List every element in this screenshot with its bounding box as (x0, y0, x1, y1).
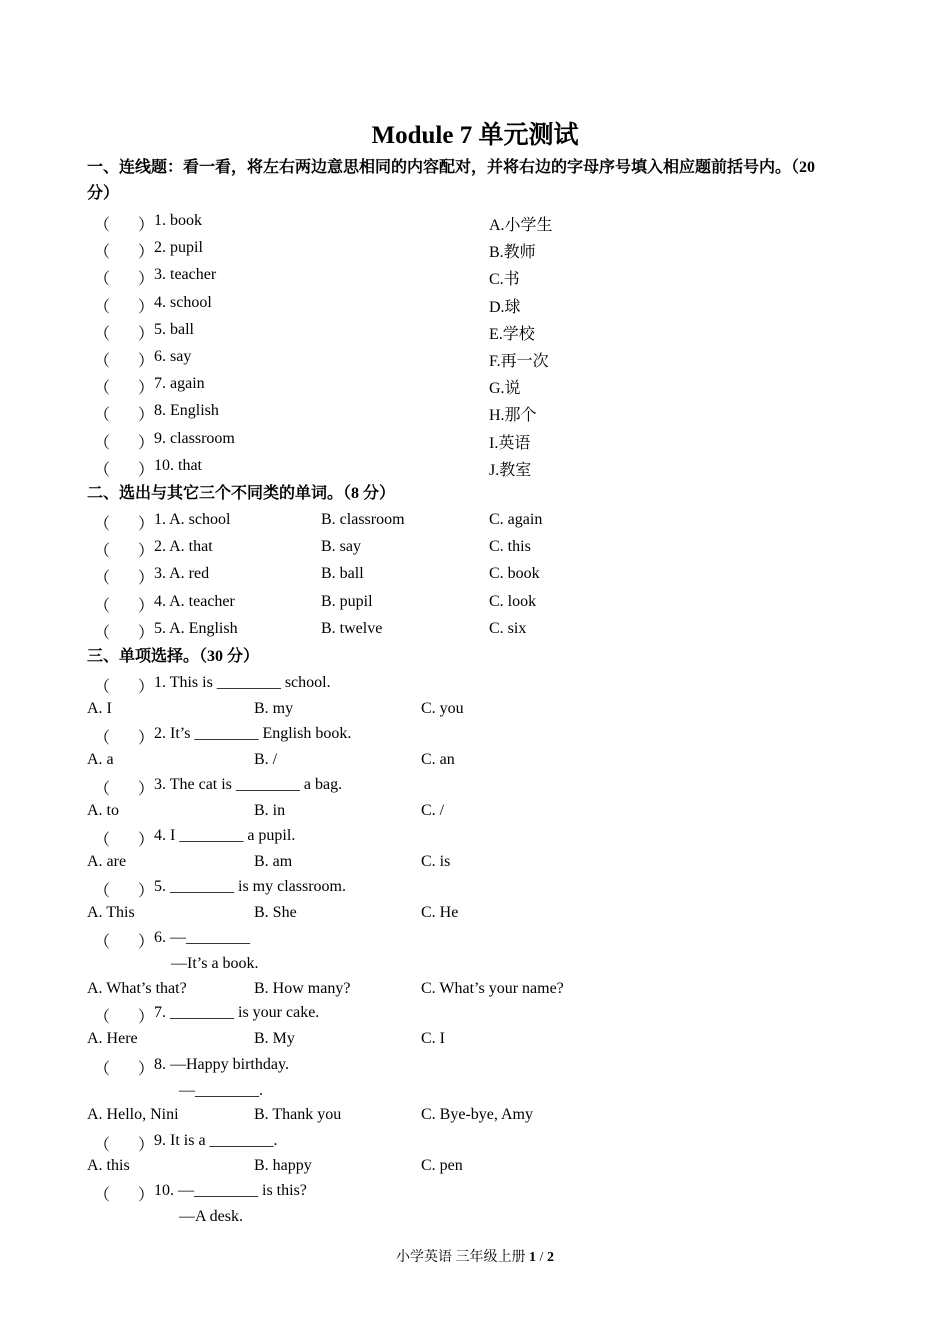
answer-paren-open: （ (94, 570, 111, 588)
option-a: A. to (87, 802, 119, 819)
option-b: B. say (321, 538, 361, 556)
question-row (0, 878, 950, 900)
question-row (0, 1132, 950, 1154)
match-right-option: C.书 (489, 271, 520, 289)
section2-heading: 二、选出与其它三个不同类的单词。（8 分） (87, 485, 396, 502)
odd-one-out-row (0, 593, 950, 615)
option-c: C. six (489, 619, 527, 637)
option-c: C. Bye-bye, Amy (421, 1106, 533, 1123)
answer-paren-close: ） (138, 934, 155, 951)
match-left-word: 9. classroom (154, 429, 235, 447)
question-text: 5. ________ is my classroom. (154, 878, 346, 895)
page-footer (0, 1246, 950, 1266)
answer-paren-close: ） (138, 543, 155, 561)
odd-one-out-row (0, 620, 950, 642)
option-a: A. Hello, Nini (87, 1106, 179, 1123)
answer-paren-close: ） (138, 353, 155, 370)
option-b: B. my (254, 700, 294, 717)
answer-paren-open: （ (94, 543, 111, 561)
answer-paren-close: ） (138, 570, 155, 588)
answer-paren-close: ） (138, 516, 155, 533)
question-row (0, 725, 950, 747)
option-b: B. in (254, 802, 286, 819)
match-left-word: 7. again (154, 375, 205, 393)
option-c: C. look (489, 592, 537, 610)
match-row (0, 457, 950, 479)
answer-paren-close: ） (138, 217, 155, 234)
option-a: A. I (87, 700, 112, 717)
option-c: C. again (489, 511, 543, 528)
options-row (0, 802, 950, 824)
answer-paren-open: （ (94, 434, 111, 452)
section1-heading-line2: 分） (87, 185, 120, 202)
question-text: 3. The cat is ________ a bag. (154, 776, 343, 793)
answer-paren-open: （ (94, 407, 111, 425)
options-row (0, 751, 950, 773)
section3-heading: 三、单项选择。（30 分） (87, 648, 260, 665)
answer-paren-open: （ (94, 832, 111, 849)
option-c: C. this (489, 538, 531, 556)
match-row (0, 212, 950, 234)
answer-paren-close: ） (138, 883, 155, 900)
match-left-word: 1. book (154, 212, 202, 229)
answer-paren-close: ） (138, 407, 155, 425)
answer-paren-close: ） (138, 461, 155, 479)
dialogue-reply-row (0, 1208, 950, 1230)
answer-paren-close: ） (138, 1009, 155, 1026)
option-b: B. / (254, 751, 278, 768)
question-row (0, 1056, 950, 1078)
answer-paren-close: ） (138, 832, 155, 849)
dialogue-reply-row (0, 955, 950, 977)
answer-paren-open: （ (94, 325, 111, 343)
option-c: C. you (421, 700, 464, 717)
answer-paren-open: （ (94, 244, 111, 262)
answer-paren-close: ） (138, 271, 155, 289)
match-row (0, 402, 950, 424)
answer-paren-close: ） (138, 434, 155, 452)
question-text: 9. It is a ________. (154, 1132, 278, 1149)
answer-paren-close: ） (138, 730, 155, 747)
option-a: 4. A. teacher (154, 592, 235, 610)
question-text: 7. ________ is your cake. (154, 1004, 320, 1021)
answer-paren-open: （ (94, 461, 111, 479)
option-a: A. This (87, 904, 135, 921)
match-right-option: G.说 (489, 380, 521, 398)
match-left-word: 5. ball (154, 320, 194, 338)
question-text: 2. It’s ________ English book. (154, 725, 352, 742)
answer-paren-open: （ (94, 271, 111, 289)
answer-paren-open: （ (94, 1061, 111, 1078)
answer-paren-open: （ (94, 516, 111, 533)
option-c: C. What’s your name? (421, 980, 564, 997)
options-row (0, 904, 950, 926)
option-b: B. Thank you (254, 1106, 342, 1123)
page-title: Module 7 单元测试 (371, 122, 579, 149)
question-text: 4. I ________ a pupil. (154, 827, 296, 844)
option-c: C. is (421, 853, 451, 870)
answer-paren-open: （ (94, 730, 111, 747)
answer-paren-open: （ (94, 1187, 111, 1204)
option-a: A. this (87, 1157, 130, 1174)
option-a: 5. A. English (154, 619, 238, 637)
option-a: 1. A. school (154, 511, 231, 528)
match-left-word: 4. school (154, 293, 212, 311)
match-row (0, 321, 950, 343)
answer-paren-open: （ (94, 1009, 111, 1026)
question-row (0, 827, 950, 849)
option-a: A. a (87, 751, 114, 768)
option-c: C. book (489, 565, 540, 583)
option-a: 2. A. that (154, 538, 213, 556)
dialogue-reply: —________. (179, 1082, 263, 1099)
section1-heading-line1: 一、连线题：看一看，将左右两边意思相同的内容配对，并将右边的字母序号填入相应题前括号内。（20 (87, 159, 816, 176)
answer-paren-close: ） (138, 380, 155, 398)
option-c: C. / (421, 802, 445, 819)
answer-paren-close: ） (138, 1137, 155, 1154)
option-b: B. pupil (321, 592, 373, 610)
answer-paren-close: ） (138, 298, 155, 316)
answer-paren-open: （ (94, 298, 111, 316)
answer-paren-close: ） (138, 244, 155, 262)
question-text: 6. —________ (154, 929, 250, 946)
question-text: 10. —________ is this? (154, 1182, 307, 1199)
answer-paren-open: （ (94, 679, 111, 696)
footer-sep: / (536, 1250, 547, 1265)
answer-paren-open: （ (94, 597, 111, 615)
options-row (0, 1157, 950, 1179)
option-b: B. happy (254, 1157, 312, 1174)
match-right-option: I.英语 (489, 434, 531, 452)
option-b: B. How many? (254, 980, 351, 997)
answer-paren-open: （ (94, 883, 111, 900)
answer-paren-close: ） (138, 1187, 155, 1204)
answer-paren-close: ） (138, 1061, 155, 1078)
question-row (0, 674, 950, 696)
options-row (0, 700, 950, 722)
options-row (0, 980, 950, 1002)
answer-paren-close: ） (138, 325, 155, 343)
option-c: C. He (421, 904, 459, 921)
match-right-option: E.学校 (489, 325, 535, 343)
match-row (0, 375, 950, 397)
question-row (0, 776, 950, 798)
dialogue-reply-row (0, 1082, 950, 1104)
answer-paren-open: （ (94, 781, 111, 798)
option-b: B. twelve (321, 619, 383, 637)
option-a: A. What’s that? (87, 980, 187, 997)
answer-paren-open: （ (94, 217, 111, 234)
dialogue-reply: —A desk. (179, 1208, 243, 1225)
dialogue-reply: —It’s a book. (171, 955, 259, 972)
option-c: C. pen (421, 1157, 463, 1174)
answer-paren-close: ） (138, 597, 155, 615)
answer-paren-open: （ (94, 353, 111, 370)
match-left-word: 2. pupil (154, 239, 203, 257)
question-text: 8. —Happy birthday. (154, 1056, 289, 1073)
answer-paren-close: ） (138, 624, 155, 642)
match-right-option: H.那个 (489, 407, 537, 425)
question-row (0, 929, 950, 951)
option-b: B. ball (321, 565, 364, 583)
match-right-option: B.教师 (489, 244, 536, 262)
match-left-word: 8. English (154, 402, 219, 420)
answer-paren-close: ） (138, 781, 155, 798)
answer-paren-open: （ (94, 1137, 111, 1154)
answer-paren-open: （ (94, 380, 111, 398)
odd-one-out-row (0, 565, 950, 587)
footer-total: 2 (546, 1250, 554, 1265)
option-a: 3. A. red (154, 565, 210, 583)
answer-paren-open: （ (94, 624, 111, 642)
match-left-word: 10. that (154, 456, 202, 474)
match-row (0, 266, 950, 288)
options-row (0, 853, 950, 875)
option-b: B. My (254, 1030, 295, 1047)
option-b: B. am (254, 853, 293, 870)
option-b: B. She (254, 904, 297, 921)
answer-paren-close: ） (138, 679, 155, 696)
match-right-option: J.教室 (489, 461, 532, 479)
odd-one-out-row (0, 511, 950, 533)
match-right-option: F.再一次 (489, 353, 549, 370)
match-row (0, 348, 950, 370)
match-right-option: A.小学生 (489, 217, 553, 234)
option-c: C. an (421, 751, 455, 768)
match-left-word: 6. say (154, 348, 192, 365)
option-c: C. I (421, 1030, 445, 1047)
match-row (0, 430, 950, 452)
match-right-option: D.球 (489, 298, 521, 316)
answer-paren-open: （ (94, 934, 111, 951)
section1-heading (87, 155, 877, 207)
option-b: B. classroom (321, 511, 405, 528)
footer-text: 小学英语 三年级上册 (396, 1250, 530, 1265)
options-row (0, 1030, 950, 1052)
match-left-word: 3. teacher (154, 266, 217, 284)
options-row (0, 1106, 950, 1128)
footer-page: 1 (529, 1250, 537, 1265)
question-row (0, 1004, 950, 1026)
option-a: A. Here (87, 1030, 138, 1047)
option-a: A. are (87, 853, 127, 870)
question-row (0, 1182, 950, 1204)
match-row (0, 294, 950, 316)
odd-one-out-row (0, 538, 950, 560)
question-text: 1. This is ________ school. (154, 674, 331, 691)
match-row (0, 239, 950, 261)
